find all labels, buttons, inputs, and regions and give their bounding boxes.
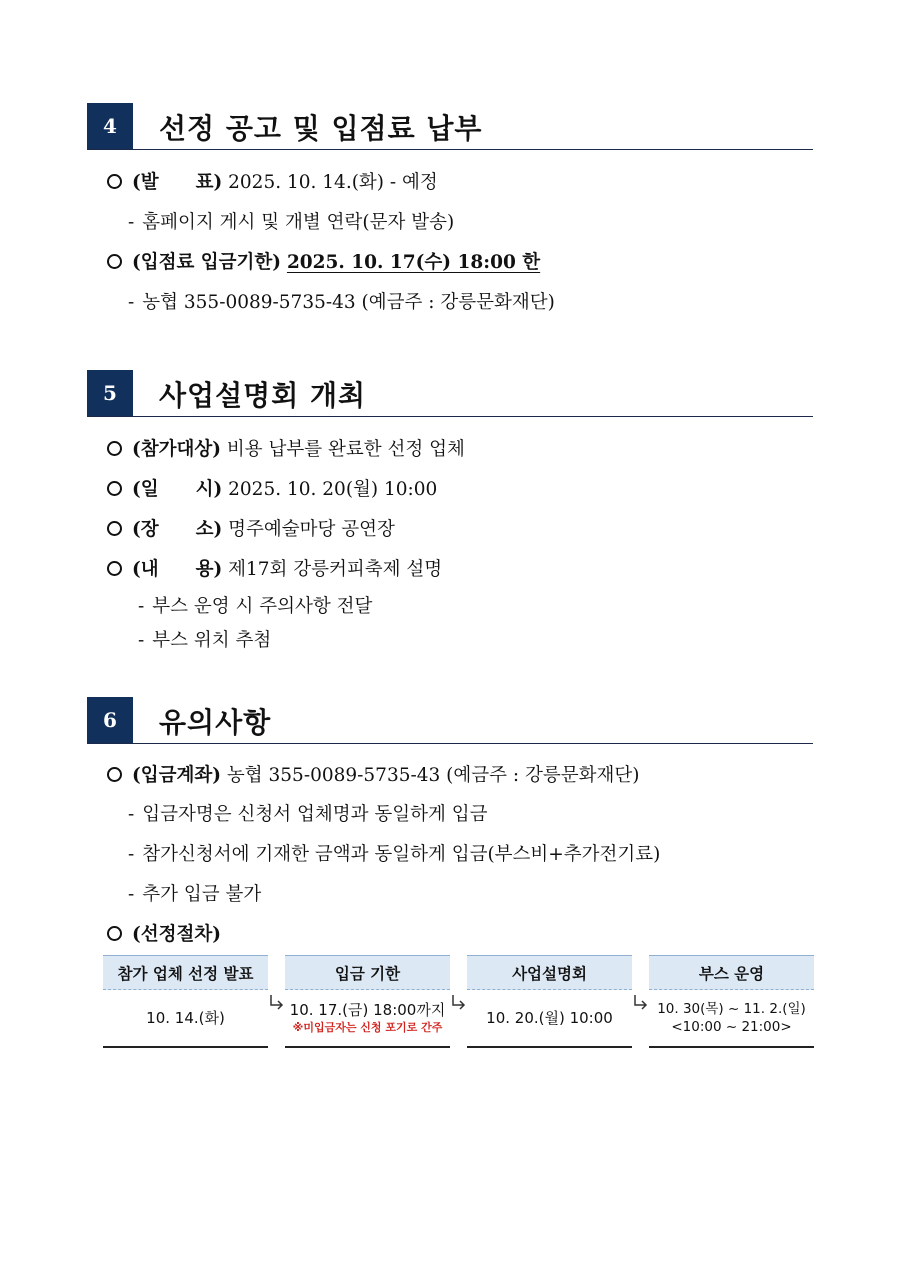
section-6-header xyxy=(87,697,813,744)
account-line: (입금계좌) 농협 355-0089-5735-43 (예금주 : 강릉문화재단) xyxy=(107,761,639,787)
section-5 xyxy=(87,370,813,417)
circle-bullet-icon xyxy=(107,767,122,782)
section-number: 6 xyxy=(87,697,133,743)
announce-sub: - 홈페이지 게시 및 개별 연락(문자 발송) xyxy=(128,212,455,233)
info-line: (참가대상) 비용 납부를 완료한 선정 업체 xyxy=(107,435,465,461)
section-title: 사업설명회 개최 xyxy=(159,379,367,412)
section-4-header xyxy=(87,103,813,150)
section-4 xyxy=(87,103,813,150)
flow-step-briefing: 사업설명회 10. 20.(월) 10:00 xyxy=(467,955,632,1047)
circle-bullet-icon xyxy=(107,926,122,941)
selection-procedure-flow xyxy=(103,955,814,1047)
notice-sub: - 참가신청서에 기재한 금액과 동일하게 입금(부스비+추가전기료) xyxy=(128,844,661,865)
section-5-header xyxy=(87,370,813,417)
announce-line: (발 표) 2025. 10. 14.(화) - 예정 xyxy=(107,168,438,194)
info-line: (일 시) 2025. 10. 20(월) 10:00 xyxy=(107,475,437,501)
circle-bullet-icon xyxy=(107,521,122,536)
section-number: 4 xyxy=(87,103,133,149)
section-title: 선정 공고 및 입점료 납부 xyxy=(159,112,483,145)
notice-sub: - 추가 입금 불가 xyxy=(128,884,262,905)
deposit-deadline-line: (입점료 입금기한) 2025. 10. 17(수) 18:00 한 xyxy=(107,248,540,274)
circle-bullet-icon xyxy=(107,174,122,189)
notice-sub: - 입금자명은 신청서 업체명과 동일하게 입금 xyxy=(128,804,488,825)
flow-step-announce: 참가 업체 선정 발표 10. 14.(화) xyxy=(103,955,268,1047)
flow-step-booth: 부스 운영 10. 30(목) ~ 11. 2.(일) <10:00 ~ 21:00> xyxy=(649,955,814,1047)
deposit-account-sub: - 농협 355-0089-5735-43 (예금주 : 강릉문화재단) xyxy=(128,292,555,313)
content-sub: - 부스 위치 추첨 xyxy=(138,630,272,651)
circle-bullet-icon xyxy=(107,481,122,496)
section-title: 유의사항 xyxy=(159,706,272,739)
content-sub: - 부스 운영 시 주의사항 전달 xyxy=(138,596,373,617)
flow-step-deposit: 입금 기한 10. 17.(금) 18:00까지 ※미입금자는 신청 포기로 간주 xyxy=(285,955,450,1047)
section-number: 5 xyxy=(87,370,133,416)
info-line: (장 소) 명주예술마당 공연장 xyxy=(107,515,395,541)
procedure-line: (선정절차) xyxy=(107,920,221,946)
section-6 xyxy=(87,697,813,744)
circle-bullet-icon xyxy=(107,254,122,269)
circle-bullet-icon xyxy=(107,561,122,576)
info-line: (내 용) 제17회 강릉커피축제 설명 xyxy=(107,555,442,581)
circle-bullet-icon xyxy=(107,441,122,456)
